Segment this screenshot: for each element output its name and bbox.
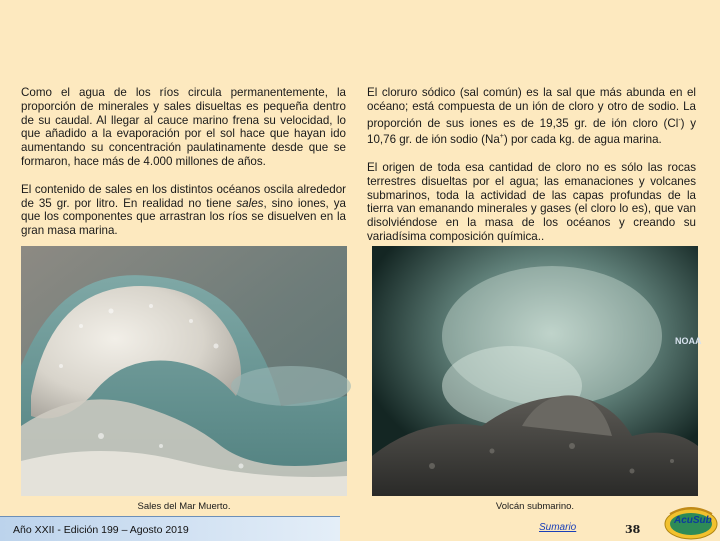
italic-word: sales [236, 196, 264, 210]
logo-text: AcuSub [674, 515, 712, 526]
submarine-volcano-photo [372, 246, 702, 496]
submarine-volcano-image [372, 246, 702, 496]
text-run: , sino iones, ya que los componentes que arrastran los ríos se disuelven en la gran masa marina. [21, 196, 346, 238]
photo-watermark: NOAA [675, 336, 702, 346]
caption-volcano: Volcán submarino. [495, 501, 575, 512]
text-run: El cloruro sódico (sal común) es la sal que más abunda en el océano; está compuesta de un ión de cloro y otro de sodio. La proporción de sus iones es de 19,35 gr. de ión cloro (Cl [367, 86, 696, 130]
paragraph: Como el agua de los ríos circula permanentemente, la proporción de minerales y sales disueltas es pequeña dentro de su caudal. Al llegar al cauce marino frena su velocidad, lo que añadido a la evaporación por el sol hace que hayan ido aumentando su concentración paulatinamente desde que se formaron, hace más de 4.000 millones de años. [21, 86, 346, 168]
paragraph [367, 86, 696, 147]
dead-sea-salt-image [21, 246, 347, 496]
text-run: ) y 10,76 gr. de ión sodio (Na [367, 116, 696, 147]
text-run: ) por cada kg. de agua marina. [503, 133, 662, 147]
right-text-column [367, 86, 696, 258]
chloride-superscript: - [678, 116, 681, 124]
caption-dead-sea: Sales del Mar Muerto. [137, 501, 231, 512]
paragraph: El origen de toda esa cantidad de cloro no es sólo las rocas terrestres disueltas por el agua; las emanaciones y volcanes submarinos, toda la actividad de las capas profundas de la tierra van emanando minerales y gases (el cloro lo es), que van disolviéndose en la masa de los océanos y creando su variadísima composición química.. [367, 160, 696, 243]
sumario-link[interactable]: Sumario [539, 522, 577, 533]
paragraph [21, 183, 346, 238]
edition-label: Año XXII - Edición 199 – Agosto 2019 [13, 524, 189, 536]
left-text-column [21, 86, 346, 252]
footer-bar [0, 516, 340, 541]
text-run: El contenido de sales en los distintos océanos oscila alrededor de 35 gr. por litro. En realidad no tiene [21, 182, 346, 210]
page-number: 38 [625, 523, 641, 536]
dead-sea-salt-photo [21, 246, 347, 496]
sodium-superscript: + [499, 133, 504, 141]
